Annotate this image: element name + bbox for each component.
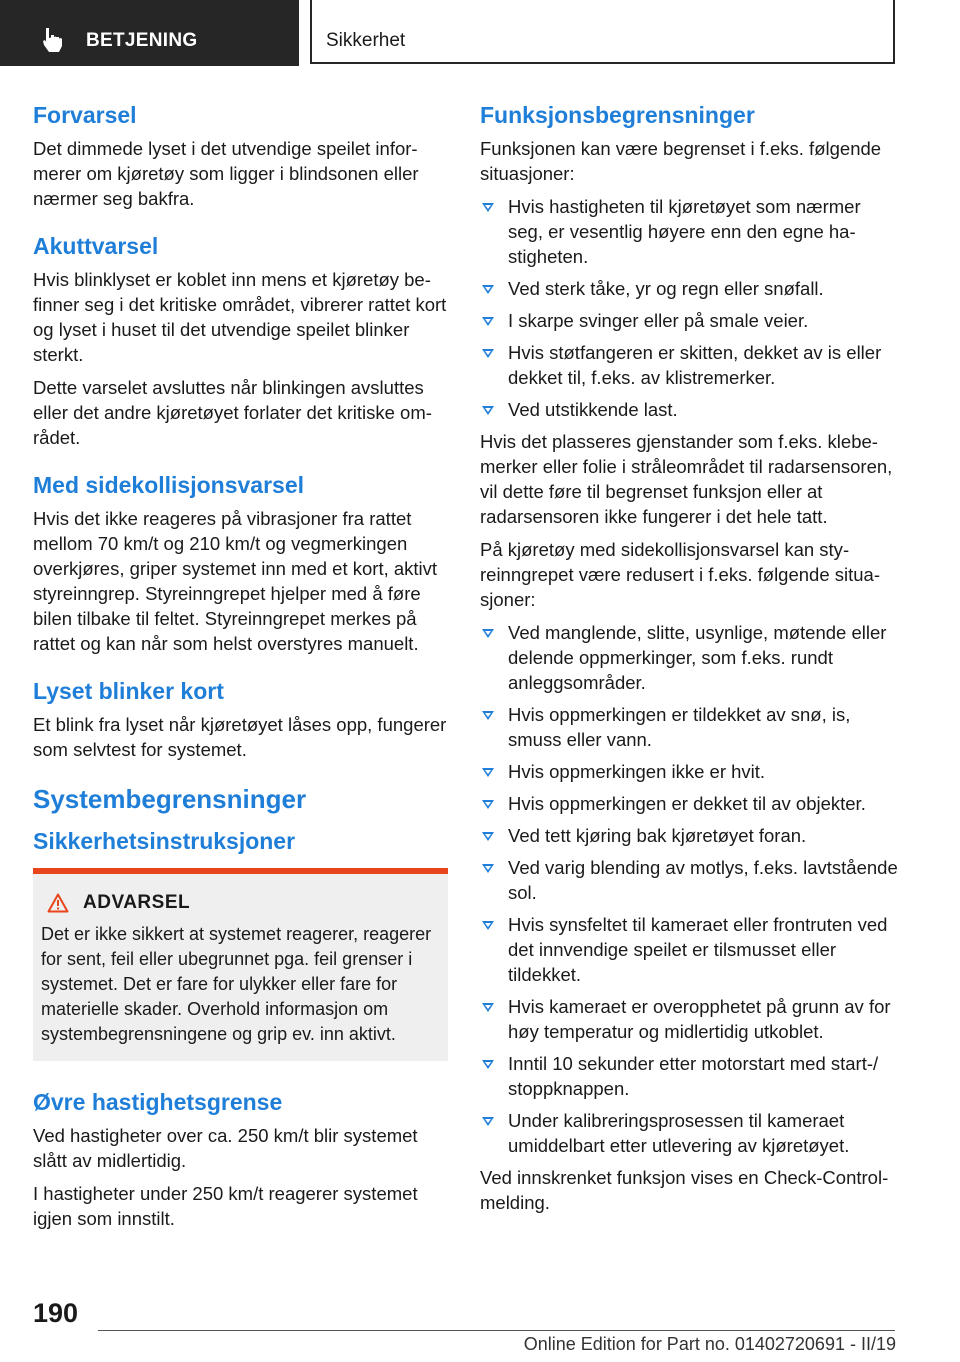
bullet-triangle-icon [482,317,494,326]
list-item: Hvis synsfeltet til kameraet eller frontruten ved det innvendige speilet er tilsmusset eller tildekket. [480,912,898,987]
heading-forvarsel: Forvarsel [33,102,137,128]
list-item: Hvis oppmerkingen ikke er hvit. [480,759,898,784]
paragraph: Dette varselet avsluttes når blinkingen avsluttes eller det andre kjøretøyet forlater det kritiske området. [33,377,432,448]
paragraph: Et blink fra lyset når kjøretøyet låses opp, fungerer som selvtest for systemet. [33,714,447,760]
list-item: Ved varig blending av motlys, f.eks. lavtstående sol. [480,855,898,905]
bullet-triangle-icon [482,1003,494,1012]
paragraph: Hvis blinklyset er koblet inn mens et kjøretøy befinner seg i det kritiske området, vibrerer rattet kort og lyset i huset til det utvendige speilet blinker sterkt. [33,269,447,365]
bullet-triangle-icon [482,203,494,212]
limitation-list [480,194,898,422]
heading-funksjonsbegrensninger: Funksjonsbegrensninger [480,102,755,128]
heading-akuttvarsel: Akuttvarsel [33,233,159,259]
warning-text: Det er ikke sikkert at systemet reagerer, reagerer for sent, feil eller ubegrunnet pga. feil grenser i systemet. Det er fare for ulykker eller fare for materielle skader. Overhold informasjon om systembegrensningene og grip ev. inn aktivt. [41,924,432,1044]
bullet-triangle-icon [482,1060,494,1069]
right-column [480,100,898,1223]
list-item: I skarpe svinger eller på smale veier. [480,308,898,333]
page-header [0,0,960,66]
warning-box [33,868,448,1061]
paragraph: Hvis det ikke reageres på vibrasjoner fra rattet mellom 70 km/t og 210 km/t og vegmerkingen overkjøres, griper systemet inn med et kort, aktivt styreinngrep. Styreinngrepet hjelper med å føre bilen tilbake til feltet. Styreinngrepet merkes på rattet og kan når som helst overstyres manuelt. [33,508,438,654]
paragraph: I hastigheter under 250 km/t reagerer systemet igjen som innstilt. [33,1183,418,1229]
bullet-triangle-icon [482,285,494,294]
left-column [33,100,448,1239]
footer-edition: Online Edition for Part no. 01402720691 - II/19 [523,1334,896,1354]
bullet-triangle-icon [482,406,494,415]
heading-sidekollisjonsvarsel: Med sidekollisjonsvarsel [33,472,305,498]
section-label: Sikkerhet [326,30,406,51]
list-item: Ved utstikkende last. [480,397,898,422]
list-item: Under kalibreringsprosessen til kameraet umiddelbart etter utlevering av kjøretøyet. [480,1108,898,1158]
bullet-triangle-icon [482,349,494,358]
list-item: Ved tett kjøring bak kjøretøyet foran. [480,823,898,848]
list-item: Hvis kameraet er overopphetet på grunn av for høy temperatur og midlertidig utkoblet. [480,994,898,1044]
warning-label: ADVARSEL [83,892,191,913]
bullet-triangle-icon [482,1117,494,1126]
paragraph: Ved hastigheter over ca. 250 km/t blir systemet slått av midlertidig. [33,1125,418,1171]
footer-divider [98,1330,895,1331]
paragraph: Det dimmede lyset i det utvendige speilet informerer om kjøretøy som ligger i blindsonen eller nærmer seg bakfra. [33,138,419,209]
list-item: Hvis hastigheten til kjøretøyet som nærmer seg, er vesentlig høyere enn den egne hastigheten. [480,194,898,269]
hand-pointer-icon [40,26,66,54]
heading-sikkerhetsinstruksjoner: Sikkerhetsinstruksjoner [33,828,296,854]
section-tab [310,0,895,64]
bullet-triangle-icon [482,768,494,777]
paragraph: Funksjonen kan være begrenset i f.eks. følgende situasjoner: [480,138,882,184]
list-item: Hvis oppmerkingen er tildekket av snø, is, smuss eller vann. [480,702,898,752]
warning-triangle-icon [47,893,69,913]
heading-lyset-blinker: Lyset blinker kort [33,678,224,704]
bullet-triangle-icon [482,800,494,809]
list-item: Hvis oppmerkingen er dekket til av objekter. [480,791,898,816]
paragraph: Ved innskrenket funksjon vises en Check-Control-melding. [480,1167,889,1213]
bullet-triangle-icon [482,629,494,638]
list-item: Ved sterk tåke, yr og regn eller snøfall. [480,276,898,301]
steering-limitation-list [480,620,898,1158]
bullet-triangle-icon [482,832,494,841]
heading-ovre-hastighetsgrense: Øvre hastighetsgrense [33,1089,283,1115]
heading-systembegrensninger: Systembegrensninger [33,784,307,814]
list-item: Hvis støtfangeren er skitten, dekket av is eller dekket til, f.eks. av klistremerker. [480,340,898,390]
bullet-triangle-icon [482,711,494,720]
paragraph: På kjøretøy med sidekollisjonsvarsel kan styreinngrepet være redusert i f.eks. følgende situasjoner: [480,539,881,610]
list-item: Ved manglende, slitte, usynlige, møtende eller delende oppmerkinger, som f.eks. rundt anleggsområder. [480,620,898,695]
chapter-tab [0,0,299,66]
chapter-label: BETJENING [86,30,198,51]
paragraph: Hvis det plasseres gjenstander som f.eks. klebemerker eller folie i stråleområdet til radarsensoren, vil dette føre til begrenset funksjon eller at radarsensoren ikke fungerer i det hele tatt. [480,431,893,527]
bullet-triangle-icon [482,864,494,873]
list-item: Inntil 10 sekunder etter motorstart med start-/ stoppknappen. [480,1051,898,1101]
bullet-triangle-icon [482,921,494,930]
page-number: 190 [33,1298,79,1328]
